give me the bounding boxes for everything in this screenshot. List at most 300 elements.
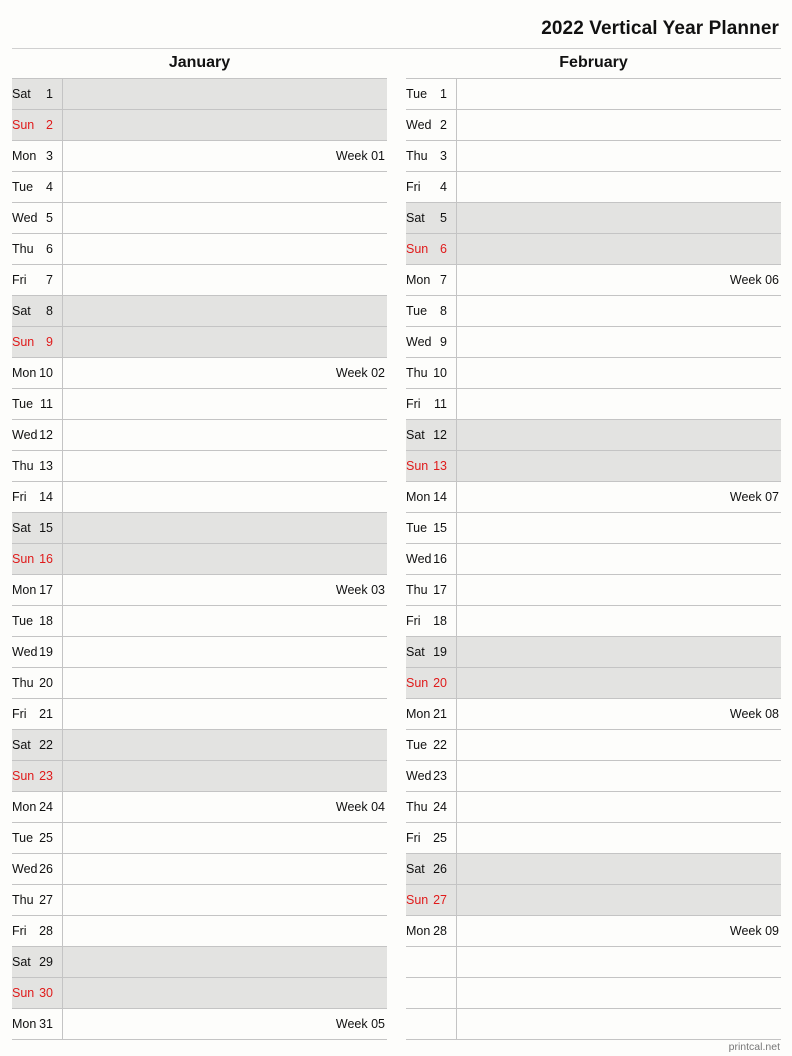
day-number: 17 [433, 583, 447, 597]
note-area[interactable] [62, 575, 387, 605]
day-number: 8 [46, 304, 53, 318]
day-row[interactable] [12, 420, 387, 451]
week-number: Week 07 [729, 490, 779, 504]
note-area[interactable] [456, 513, 781, 543]
day-label [12, 947, 62, 977]
day-label [12, 544, 62, 574]
day-number: 6 [46, 242, 53, 256]
day-of-week: Sat [12, 521, 31, 535]
day-row[interactable] [12, 854, 387, 885]
note-area[interactable] [456, 110, 781, 140]
day-of-week: Tue [406, 521, 428, 535]
day-number: 19 [39, 645, 53, 659]
day-row[interactable] [12, 916, 387, 947]
note-area[interactable] [456, 544, 781, 574]
day-row[interactable] [406, 451, 781, 482]
day-label [406, 699, 456, 729]
day-label [406, 792, 456, 822]
note-area[interactable] [456, 420, 781, 450]
day-of-week: Mon [12, 583, 37, 597]
day-label [406, 203, 456, 233]
day-number: 7 [46, 273, 53, 287]
day-label [406, 544, 456, 574]
day-number: 4 [440, 180, 447, 194]
day-number: 11 [434, 397, 447, 411]
day-row[interactable] [406, 482, 781, 513]
note-area[interactable] [456, 854, 781, 884]
day-row[interactable] [406, 575, 781, 606]
day-label [406, 141, 456, 171]
day-number: 22 [433, 738, 447, 752]
day-label [406, 296, 456, 326]
day-label [12, 761, 62, 791]
day-row[interactable] [406, 978, 781, 1009]
day-row[interactable] [406, 327, 781, 358]
day-label [12, 792, 62, 822]
day-row[interactable] [406, 265, 781, 296]
day-of-week: Thu [12, 242, 34, 256]
day-number: 9 [46, 335, 53, 349]
day-row[interactable] [12, 389, 387, 420]
day-of-week: Mon [12, 149, 37, 163]
day-number: 8 [440, 304, 447, 318]
day-number: 20 [433, 676, 447, 690]
day-number: 16 [39, 552, 53, 566]
day-label [12, 699, 62, 729]
day-number: 7 [440, 273, 447, 287]
note-area[interactable] [62, 234, 387, 264]
note-area[interactable] [62, 947, 387, 977]
day-row[interactable] [12, 730, 387, 761]
day-row[interactable] [406, 792, 781, 823]
day-of-week: Sun [12, 118, 35, 132]
note-area[interactable] [62, 482, 387, 512]
day-row[interactable] [12, 792, 387, 823]
day-label [12, 1009, 62, 1039]
day-number: 28 [39, 924, 53, 938]
day-of-week: Tue [406, 87, 428, 101]
note-area[interactable] [456, 234, 781, 264]
day-of-week: Sat [406, 211, 425, 225]
day-number: 30 [39, 986, 53, 1000]
note-area[interactable] [456, 761, 781, 791]
day-of-week: Sat [406, 428, 425, 442]
day-row[interactable] [406, 668, 781, 699]
day-number: 11 [40, 397, 53, 411]
day-number: 2 [440, 118, 447, 132]
note-area[interactable] [456, 730, 781, 760]
day-of-week: Fri [406, 397, 421, 411]
day-label [406, 978, 456, 1008]
day-row[interactable] [12, 544, 387, 575]
day-of-week: Wed [406, 769, 432, 783]
day-of-week: Sun [406, 459, 429, 473]
day-label [12, 420, 62, 450]
note-area[interactable] [62, 513, 387, 543]
day-row[interactable] [12, 761, 387, 792]
note-area[interactable] [62, 420, 387, 450]
footer-credit: printcal.net [728, 1041, 780, 1053]
day-of-week: Thu [12, 459, 34, 473]
day-row[interactable] [406, 947, 781, 978]
note-area[interactable] [456, 916, 781, 946]
note-area[interactable] [62, 1009, 387, 1039]
note-area[interactable] [62, 761, 387, 791]
day-of-week: Wed [406, 552, 432, 566]
day-number: 3 [46, 149, 53, 163]
week-number: Week 04 [335, 800, 385, 814]
day-number: 23 [433, 769, 447, 783]
day-label [12, 327, 62, 357]
day-row[interactable] [12, 203, 387, 234]
month-column-january [12, 49, 387, 1040]
day-of-week: Mon [406, 707, 431, 721]
day-number: 14 [433, 490, 447, 504]
day-label [406, 482, 456, 512]
day-row[interactable] [12, 327, 387, 358]
day-label [406, 885, 456, 915]
day-row[interactable] [406, 389, 781, 420]
day-of-week: Thu [406, 800, 428, 814]
note-area[interactable] [62, 296, 387, 326]
day-row[interactable] [406, 699, 781, 730]
day-row[interactable] [406, 606, 781, 637]
day-label [12, 575, 62, 605]
day-row[interactable] [406, 637, 781, 668]
note-area[interactable] [456, 575, 781, 605]
day-of-week: Sat [406, 645, 425, 659]
day-row[interactable] [12, 79, 387, 110]
note-area[interactable] [62, 699, 387, 729]
day-row[interactable] [12, 637, 387, 668]
note-area[interactable] [62, 637, 387, 667]
day-number: 21 [433, 707, 447, 721]
note-area[interactable] [456, 978, 781, 1008]
day-label [406, 947, 456, 977]
note-area[interactable] [62, 389, 387, 419]
day-row[interactable] [12, 482, 387, 513]
note-area[interactable] [62, 823, 387, 853]
day-label [406, 513, 456, 543]
note-area[interactable] [456, 451, 781, 481]
day-number: 28 [433, 924, 447, 938]
page-title: 2022 Vertical Year Planner [541, 18, 779, 39]
day-label [12, 110, 62, 140]
note-area[interactable] [456, 172, 781, 202]
day-of-week: Fri [12, 707, 27, 721]
day-number: 16 [433, 552, 447, 566]
note-area[interactable] [62, 265, 387, 295]
note-area[interactable] [62, 327, 387, 357]
note-area[interactable] [456, 79, 781, 109]
note-area[interactable] [456, 327, 781, 357]
day-label [406, 730, 456, 760]
day-number: 1 [46, 87, 53, 101]
day-number: 23 [39, 769, 53, 783]
note-area[interactable] [456, 637, 781, 667]
note-area[interactable] [456, 141, 781, 171]
day-row[interactable] [12, 575, 387, 606]
day-of-week: Thu [12, 676, 34, 690]
day-label [406, 823, 456, 853]
note-area[interactable] [62, 792, 387, 822]
day-number: 27 [39, 893, 53, 907]
day-of-week: Sun [406, 893, 429, 907]
day-label [12, 172, 62, 202]
day-number: 20 [39, 676, 53, 690]
note-area[interactable] [456, 606, 781, 636]
day-of-week: Tue [12, 180, 34, 194]
day-row[interactable] [406, 234, 781, 265]
note-area[interactable] [62, 358, 387, 388]
day-row[interactable] [406, 420, 781, 451]
day-number: 10 [433, 366, 447, 380]
note-area[interactable] [62, 141, 387, 171]
day-label [12, 234, 62, 264]
note-area[interactable] [456, 885, 781, 915]
day-label [12, 203, 62, 233]
note-area[interactable] [456, 482, 781, 512]
day-row[interactable] [12, 358, 387, 389]
note-area[interactable] [62, 606, 387, 636]
note-area[interactable] [456, 389, 781, 419]
day-number: 5 [46, 211, 53, 225]
note-area[interactable] [62, 854, 387, 884]
day-number: 6 [440, 242, 447, 256]
day-row[interactable] [12, 1009, 387, 1040]
day-label [406, 265, 456, 295]
day-label [406, 668, 456, 698]
day-number: 18 [39, 614, 53, 628]
week-number: Week 05 [335, 1017, 385, 1031]
day-of-week: Fri [406, 180, 421, 194]
day-number: 14 [39, 490, 53, 504]
day-label [406, 637, 456, 667]
day-number: 5 [440, 211, 447, 225]
day-of-week: Sat [12, 955, 31, 969]
day-label [406, 234, 456, 264]
day-row[interactable] [12, 947, 387, 978]
day-of-week: Fri [12, 490, 27, 504]
day-row[interactable] [406, 916, 781, 947]
day-number: 29 [39, 955, 53, 969]
day-of-week: Mon [406, 490, 431, 504]
day-number: 9 [440, 335, 447, 349]
day-of-week: Wed [12, 645, 38, 659]
month-header: January [12, 49, 387, 79]
week-number: Week 02 [335, 366, 385, 380]
day-number: 19 [433, 645, 447, 659]
note-area[interactable] [456, 792, 781, 822]
day-of-week: Fri [406, 831, 421, 845]
day-of-week: Thu [406, 583, 428, 597]
day-label [12, 978, 62, 1008]
day-of-week: Thu [406, 149, 428, 163]
day-rows [12, 79, 387, 1040]
day-label [12, 668, 62, 698]
day-of-week: Sun [406, 242, 429, 256]
day-row[interactable] [406, 854, 781, 885]
note-area[interactable] [62, 730, 387, 760]
note-area[interactable] [62, 544, 387, 574]
day-number: 26 [433, 862, 447, 876]
day-row[interactable] [12, 296, 387, 327]
day-of-week: Mon [12, 1017, 37, 1031]
day-label [12, 513, 62, 543]
note-area[interactable] [456, 358, 781, 388]
note-area[interactable] [456, 823, 781, 853]
day-of-week: Wed [12, 862, 38, 876]
day-number: 24 [39, 800, 53, 814]
day-label [12, 730, 62, 760]
day-label [406, 327, 456, 357]
day-row[interactable] [406, 513, 781, 544]
day-number: 4 [46, 180, 53, 194]
day-number: 2 [46, 118, 53, 132]
day-of-week: Tue [12, 831, 34, 845]
day-row[interactable] [406, 296, 781, 327]
day-label [12, 389, 62, 419]
day-number: 3 [440, 149, 447, 163]
day-of-week: Thu [12, 893, 34, 907]
day-number: 26 [39, 862, 53, 876]
day-label [12, 637, 62, 667]
day-label [406, 358, 456, 388]
day-of-week: Sun [406, 676, 429, 690]
day-of-week: Wed [406, 118, 432, 132]
note-area[interactable] [456, 668, 781, 698]
day-row[interactable] [406, 358, 781, 389]
note-area[interactable] [62, 885, 387, 915]
day-of-week: Tue [12, 614, 34, 628]
day-of-week: Mon [12, 800, 37, 814]
day-row[interactable] [406, 823, 781, 854]
day-label [12, 823, 62, 853]
day-row[interactable] [12, 885, 387, 916]
day-row[interactable] [12, 265, 387, 296]
day-number: 12 [39, 428, 53, 442]
day-label [12, 482, 62, 512]
day-number: 12 [433, 428, 447, 442]
day-label [406, 1009, 456, 1039]
day-of-week: Fri [12, 924, 27, 938]
day-number: 21 [39, 707, 53, 721]
day-of-week: Tue [406, 738, 428, 752]
note-area[interactable] [62, 668, 387, 698]
day-row[interactable] [12, 978, 387, 1009]
day-row[interactable] [12, 451, 387, 482]
day-of-week: Sat [406, 862, 425, 876]
note-area[interactable] [62, 916, 387, 946]
day-row[interactable] [12, 172, 387, 203]
note-area[interactable] [62, 110, 387, 140]
note-area[interactable] [456, 699, 781, 729]
day-of-week: Sun [12, 335, 35, 349]
day-rows [406, 79, 781, 1040]
day-number: 27 [433, 893, 447, 907]
day-number: 15 [39, 521, 53, 535]
day-number: 13 [433, 459, 447, 473]
day-of-week: Sat [12, 87, 31, 101]
note-area[interactable] [456, 1009, 781, 1039]
note-area[interactable] [62, 978, 387, 1008]
day-of-week: Tue [406, 304, 428, 318]
day-label [406, 172, 456, 202]
day-row[interactable] [406, 544, 781, 575]
day-number: 31 [39, 1017, 53, 1031]
day-row[interactable] [12, 699, 387, 730]
day-row[interactable] [12, 823, 387, 854]
day-row[interactable] [406, 203, 781, 234]
week-number: Week 06 [729, 273, 779, 287]
day-row[interactable] [12, 606, 387, 637]
day-row[interactable] [12, 668, 387, 699]
note-area[interactable] [456, 203, 781, 233]
day-row[interactable] [406, 761, 781, 792]
day-of-week: Mon [12, 366, 37, 380]
day-label [406, 110, 456, 140]
day-label [406, 575, 456, 605]
day-row[interactable] [12, 141, 387, 172]
day-row[interactable] [406, 110, 781, 141]
note-area[interactable] [62, 451, 387, 481]
note-area[interactable] [62, 172, 387, 202]
day-label [406, 854, 456, 884]
day-label [12, 451, 62, 481]
day-number: 18 [433, 614, 447, 628]
day-label [12, 265, 62, 295]
day-number: 10 [39, 366, 53, 380]
day-of-week: Sun [12, 769, 35, 783]
day-row[interactable] [12, 110, 387, 141]
day-number: 24 [433, 800, 447, 814]
day-of-week: Fri [406, 614, 421, 628]
day-row[interactable] [406, 141, 781, 172]
day-of-week: Sun [12, 552, 35, 566]
day-of-week: Wed [12, 428, 38, 442]
day-row[interactable] [406, 730, 781, 761]
day-number: 22 [39, 738, 53, 752]
note-area[interactable] [62, 79, 387, 109]
day-of-week: Mon [406, 924, 431, 938]
day-label [12, 79, 62, 109]
day-label [406, 420, 456, 450]
day-number: 15 [433, 521, 447, 535]
day-row[interactable] [12, 234, 387, 265]
day-number: 25 [433, 831, 447, 845]
day-label [12, 358, 62, 388]
day-label [406, 389, 456, 419]
note-area[interactable] [456, 296, 781, 326]
day-row[interactable] [406, 79, 781, 110]
day-of-week: Sat [12, 304, 31, 318]
day-label [12, 885, 62, 915]
day-of-week: Thu [406, 366, 428, 380]
day-row[interactable] [406, 172, 781, 203]
day-of-week: Sat [12, 738, 31, 752]
day-number: 25 [39, 831, 53, 845]
note-area[interactable] [456, 947, 781, 977]
day-label [406, 761, 456, 791]
day-row[interactable] [12, 513, 387, 544]
note-area[interactable] [456, 265, 781, 295]
day-number: 17 [39, 583, 53, 597]
note-area[interactable] [62, 203, 387, 233]
week-number: Week 08 [729, 707, 779, 721]
day-of-week: Wed [12, 211, 38, 225]
day-row[interactable] [406, 885, 781, 916]
day-row[interactable] [406, 1009, 781, 1040]
